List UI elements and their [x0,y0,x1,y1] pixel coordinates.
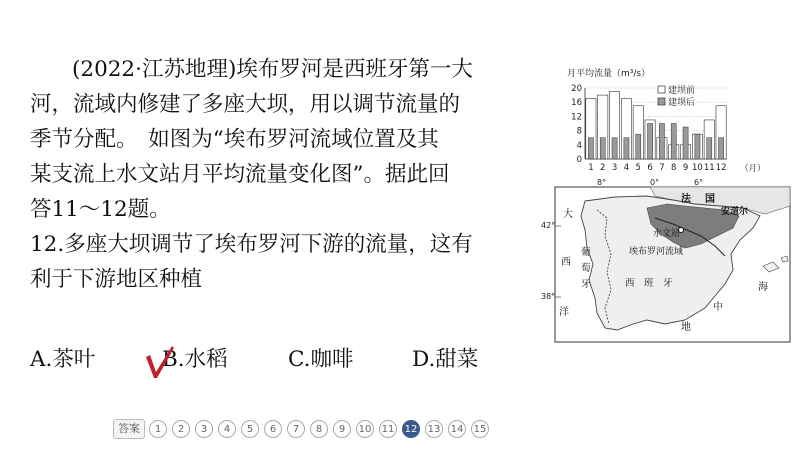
bar-after [636,134,641,159]
option-c[interactable]: C.咖啡 [288,347,354,372]
question-nav [113,418,489,440]
label-ocean: 西 [561,257,571,268]
x-tick-label: 4 [623,163,630,173]
page-6-button[interactable]: 6 [264,420,282,438]
page-4-button[interactable]: 4 [218,420,236,438]
lat-label: 38° [541,292,556,301]
figure [541,58,790,343]
label-ocean: 洋 [559,307,569,318]
bars [586,92,726,159]
question-line: (2022·江苏地理)埃布罗河是西班牙第一大 [72,57,473,82]
question-text [30,52,545,297]
legend-after: 建坝后 [668,98,696,108]
bar-after [648,124,653,160]
answer-options [30,342,550,376]
question-line: 利于下游地区种植 [30,267,203,292]
y-tick-label: 20 [571,84,582,94]
y-tick-label: 16 [571,98,582,109]
page-15-button[interactable]: 15 [471,420,489,438]
x-axis [588,163,726,173]
bar-after [624,138,629,159]
x-tick-label: 9 [682,163,689,173]
chart-ylabel: 月平均流量（m³/s） [567,69,651,79]
label-sea: 中 [713,302,723,313]
y-tick-label: 12 [571,112,582,123]
page-10-button[interactable]: 10 [356,420,374,438]
bar-after [719,138,724,159]
label-portugal: 萄 [581,263,591,274]
y-tick-label: 4 [576,140,582,151]
page-11-button[interactable]: 11 [379,420,397,438]
bar-after [600,138,605,159]
ebro-map [541,178,790,342]
lat-label: 42° [541,221,556,230]
bar-after [659,124,664,160]
page-3-button[interactable]: 3 [195,420,213,438]
question-line: 12.多座大坝调节了埃布罗河下游的流量，这有 [30,232,473,257]
option-d[interactable]: D.甜菜 [412,347,479,372]
lon-label: 0° [650,178,660,187]
bar-after [707,138,712,159]
page-12-button[interactable]: 12 [402,420,420,438]
label-sea: 海 [758,282,768,293]
option-a[interactable]: A.茶叶 [30,347,96,372]
page-1-button[interactable]: 1 [149,420,167,438]
y-tick-label: 8 [576,126,582,137]
label-portugal: 葡 [581,247,591,258]
y-tick-label: 0 [576,155,582,165]
label-basin: 埃布罗河流域 [629,247,684,257]
chart-xlabel: （月） [740,164,766,174]
bar-after [695,134,700,159]
lon-label: 6° [694,178,704,187]
question-line: 答11～12题。 [30,197,171,222]
label-france: 法 [681,194,691,205]
bar-after [588,138,593,159]
bar-after [671,124,676,160]
x-tick-label: 6 [647,163,653,173]
question-line: 某支流上水文站月平均流量变化图”。据此回 [30,162,450,187]
page-9-button[interactable]: 9 [333,420,351,438]
label-andorra: 安道尔 [721,207,749,217]
page-13-button[interactable]: 13 [425,420,443,438]
page-8-button[interactable]: 8 [310,420,328,438]
page-7-button[interactable]: 7 [287,420,305,438]
page-2-button[interactable]: 2 [172,420,190,438]
page-5-button[interactable]: 5 [241,420,259,438]
label-france: 国 [705,194,715,205]
page-list [149,420,489,438]
question-line: 河，流域内修建了多座大坝，用以调节流量的 [30,92,461,117]
bar-after [612,138,617,159]
label-sea: 地 [681,322,691,333]
x-tick-label: 12 [715,163,727,173]
x-tick-label: 7 [659,163,665,173]
label-station: 水文站 [653,229,681,239]
legend-swatch-before [658,86,665,93]
flow-chart [567,67,766,174]
label-portugal: 牙 [581,279,591,290]
x-tick-label: 2 [600,163,606,173]
checkmark-icon [143,344,177,380]
x-tick-label: 3 [611,163,618,173]
bar-after [683,127,688,159]
label-spain: 西 班 牙 [625,278,673,289]
legend-swatch-after [658,98,665,105]
option-b[interactable]: B.水稻 [162,347,228,372]
x-tick-label: 10 [692,163,703,173]
x-tick-label: 11 [703,163,715,173]
chart-legend [658,84,695,108]
label-ocean: 大 [563,209,573,220]
question-line: 季节分配。 如图为“埃布罗河流域位置及其 [30,127,439,152]
x-tick-label: 8 [671,163,677,173]
page-14-button[interactable]: 14 [448,420,466,438]
legend-before: 建坝前 [668,86,696,96]
x-tick-label: 1 [588,163,594,173]
answer-button[interactable]: 答案 [113,419,145,439]
lon-label: 8° [597,178,607,187]
x-tick-label: 5 [635,163,641,173]
